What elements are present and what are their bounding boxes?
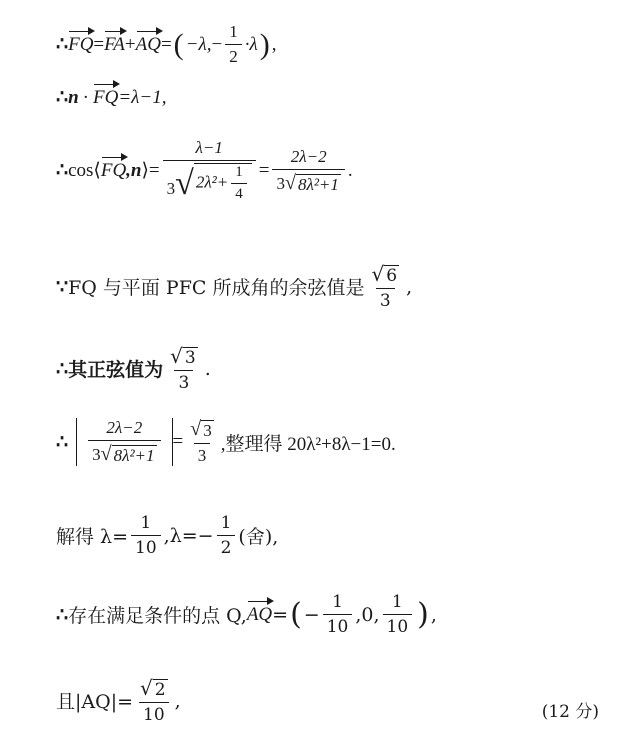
separator: ,0, — [355, 603, 380, 626]
line-5 — [56, 344, 211, 393]
right-paren: ) — [259, 27, 270, 61]
line-4 — [56, 262, 412, 311]
numerator: 2λ−2 — [290, 146, 327, 166]
punct: . — [204, 357, 211, 380]
denominator: 10 — [131, 535, 161, 558]
vector-aq: AQ — [246, 603, 273, 625]
fraction-sqrt3-3 — [186, 418, 217, 466]
statement: 存在满足条件的点 Q, — [68, 605, 247, 627]
denominator: 10 — [323, 614, 353, 637]
punct: , — [430, 603, 437, 626]
denominator: 3 — [376, 288, 395, 311]
denominator — [88, 440, 160, 466]
vector-aq: AQ — [135, 33, 161, 55]
numerator: 1 — [140, 513, 152, 533]
numerator — [186, 418, 217, 443]
punct: , — [174, 689, 181, 712]
component: −λ, — [185, 33, 212, 55]
fraction-quarter — [231, 164, 247, 203]
statement: ,整理得 20λ²+8λ−1=0. — [220, 433, 396, 455]
vector-fq: FQ — [68, 33, 94, 55]
fraction-1-10 — [131, 513, 161, 558]
statement: 且|AQ|= — [56, 691, 134, 713]
line-2 — [56, 86, 166, 109]
line-8 — [56, 592, 437, 637]
numerator: 1 — [391, 592, 403, 612]
vector-fq: FQ — [100, 159, 127, 181]
denominator: 2 — [225, 44, 242, 67]
fraction-1-10 — [323, 592, 353, 637]
fraction-sqrt6-3 — [367, 262, 403, 311]
statement: 解得 λ= — [56, 526, 129, 548]
line-9 — [56, 676, 181, 725]
fraction-half — [225, 22, 242, 67]
fraction-1-10 — [383, 592, 413, 637]
therefore-symbol: ∴ — [56, 357, 69, 380]
fraction-sqrt3-3 — [166, 344, 202, 393]
equals: = — [258, 159, 270, 181]
equals: = — [93, 33, 105, 55]
fraction-abs — [88, 418, 160, 466]
sqrt: √ 8λ²+1 — [100, 443, 155, 465]
therefore-symbol: ∴ — [56, 160, 69, 181]
numerator: 1 — [235, 164, 243, 180]
denominator: 3 — [174, 370, 193, 393]
therefore-symbol: ∴ — [56, 431, 69, 453]
equals: = — [148, 159, 160, 181]
radicand: 6 — [386, 266, 398, 286]
dot: · — [82, 86, 89, 108]
line-7 — [56, 513, 278, 558]
sqrt: √ 8λ²+1 — [284, 171, 339, 194]
radicand: 2 — [154, 680, 166, 700]
fraction-cos-2 — [272, 147, 344, 195]
punct: . — [347, 159, 353, 181]
radicand: 3 — [184, 348, 196, 368]
because-symbol: ∵ — [56, 275, 69, 298]
denominator — [272, 169, 344, 195]
radicand: 8λ²+1 — [297, 174, 339, 194]
line-1 — [56, 22, 276, 67]
numerator — [136, 676, 172, 702]
left-paren: ( — [290, 596, 302, 632]
radicand-text: 2λ²+ — [195, 172, 229, 192]
denominator: 2 — [217, 535, 236, 558]
denominator — [163, 160, 256, 203]
cos-close: ⟩ — [141, 160, 149, 181]
rejected-note: (舍), — [238, 526, 279, 548]
numerator — [367, 262, 403, 288]
equals: = — [160, 33, 172, 55]
fraction-1-2 — [217, 513, 236, 558]
fraction-sqrt2-10 — [136, 676, 172, 725]
numerator: 1 — [332, 592, 343, 612]
punct: , — [271, 33, 277, 55]
score-label: (12 分) — [541, 702, 599, 722]
therefore-symbol: ∴ — [56, 34, 69, 55]
statement: FQ 与平面 PFC 所成角的余弦值是 — [68, 277, 365, 299]
equals: = — [272, 603, 289, 626]
line-6 — [56, 418, 396, 466]
absolute-value — [76, 418, 172, 466]
expression: =λ−1, — [118, 86, 167, 108]
sqrt: √ 6 — [371, 262, 398, 286]
denominator: 10 — [383, 614, 413, 637]
radicand: 3 — [203, 421, 212, 440]
normal-vector-n: n — [68, 86, 79, 108]
numerator: 1 — [220, 513, 232, 533]
fraction-cos-1 — [163, 138, 256, 203]
minus: − — [211, 33, 223, 55]
right-paren: ) — [417, 596, 429, 632]
coefficient: 3 — [92, 445, 101, 464]
therefore-symbol: ∴ — [56, 603, 69, 626]
numerator: 2λ−2 — [106, 418, 143, 437]
sqrt: √ 2λ²+ $\frac{1}{4}$ — [175, 163, 252, 203]
cos-open: cos⟨ — [68, 160, 101, 181]
punct: , — [406, 275, 413, 298]
sqrt: √ 2 — [140, 676, 166, 700]
equals: = — [172, 431, 184, 452]
coefficient: 3 — [166, 179, 176, 198]
denominator: 3 — [194, 443, 211, 466]
sqrt: √ 3 — [170, 344, 196, 368]
vector-fq: FQ — [93, 86, 119, 108]
left-paren: ( — [173, 27, 184, 61]
plus: + — [124, 33, 136, 55]
line-3 — [56, 138, 353, 203]
component: ·λ — [244, 33, 258, 55]
vector-fa: FA — [104, 33, 125, 55]
sqrt: √ 3 — [190, 418, 212, 440]
therefore-symbol: ∴ — [56, 87, 69, 108]
radicand — [194, 163, 252, 203]
numerator: λ−1 — [195, 138, 223, 157]
statement: 其正弦值为 — [68, 359, 164, 381]
separator: ,λ=− — [163, 524, 214, 547]
numerator: 1 — [229, 22, 238, 41]
radicand: 8λ²+1 — [113, 446, 155, 465]
numerator — [166, 344, 202, 370]
denominator: 4 — [231, 183, 247, 203]
coefficient: 3 — [276, 173, 285, 193]
normal-vector-n: ,n — [126, 159, 142, 181]
denominator: 10 — [139, 702, 169, 725]
minus: − — [303, 603, 320, 626]
